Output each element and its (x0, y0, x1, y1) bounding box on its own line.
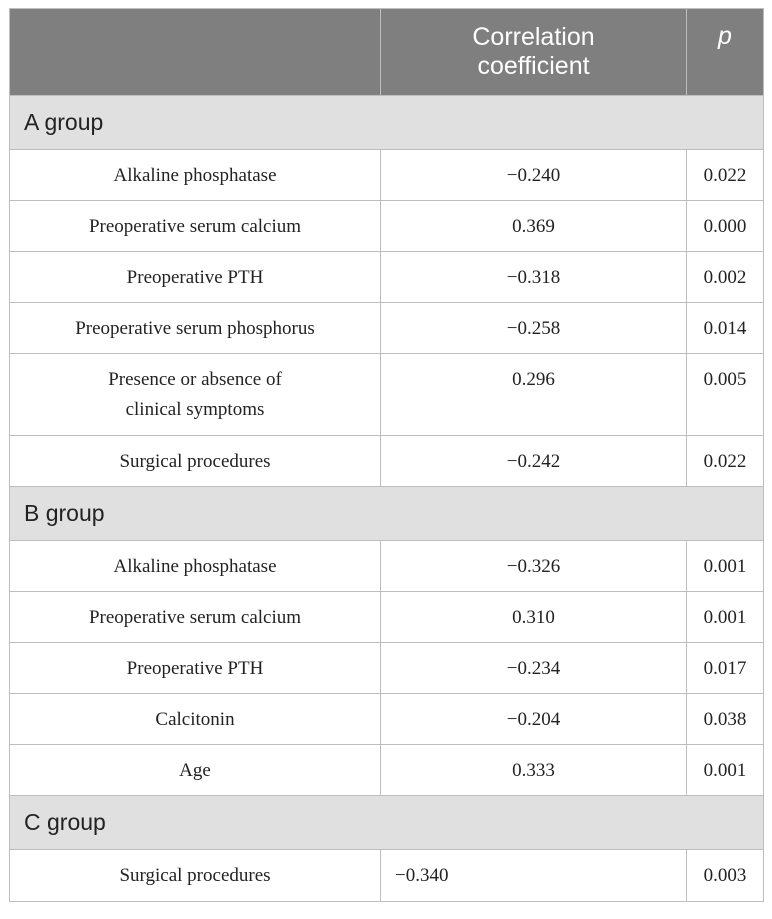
variable-cell: Calcitonin (10, 694, 381, 745)
p-value-cell: 0.022 (687, 436, 764, 487)
p-value-cell: 0.003 (687, 850, 764, 902)
p-value-cell: 0.001 (687, 592, 764, 643)
coefficient-cell: 0.369 (381, 201, 687, 252)
group-label-c: C group (10, 796, 764, 850)
coefficient-cell: 0.333 (381, 745, 687, 796)
variable-cell: Presence or absence of clinical symptoms (10, 354, 381, 436)
coefficient-cell: −0.234 (381, 643, 687, 694)
table-row (10, 354, 764, 436)
group-row-b (10, 487, 764, 541)
correlation-table (9, 8, 764, 902)
header-blank-cell (10, 9, 381, 96)
variable-cell: Preoperative serum calcium (10, 592, 381, 643)
p-value-cell: 0.005 (687, 354, 764, 436)
header-p: p (687, 9, 764, 96)
coefficient-cell: −0.240 (381, 150, 687, 201)
variable-cell: Surgical procedures (10, 850, 381, 902)
table-row (10, 592, 764, 643)
table-row (10, 694, 764, 745)
p-value-cell: 0.017 (687, 643, 764, 694)
variable-cell: Preoperative serum phosphorus (10, 303, 381, 354)
variable-cell: Surgical procedures (10, 436, 381, 487)
coefficient-cell: −0.242 (381, 436, 687, 487)
group-label-a: A group (10, 96, 764, 150)
header-row (10, 9, 764, 96)
coefficient-cell: −0.318 (381, 252, 687, 303)
coefficient-cell: −0.204 (381, 694, 687, 745)
table-row (10, 541, 764, 592)
table-row (10, 643, 764, 694)
coefficient-cell: −0.258 (381, 303, 687, 354)
header-correlation-coefficient: Correlation coefficient (381, 9, 687, 96)
group-row-a (10, 96, 764, 150)
variable-cell: Age (10, 745, 381, 796)
p-value-cell: 0.022 (687, 150, 764, 201)
table-row (10, 252, 764, 303)
table-row (10, 850, 764, 902)
table-row (10, 201, 764, 252)
table-row (10, 150, 764, 201)
variable-cell: Alkaline phosphatase (10, 541, 381, 592)
table-row (10, 303, 764, 354)
variable-cell: Preoperative PTH (10, 252, 381, 303)
p-value-cell: 0.000 (687, 201, 764, 252)
group-label-b: B group (10, 487, 764, 541)
coefficient-cell: −0.340 (381, 850, 687, 902)
p-value-cell: 0.001 (687, 541, 764, 592)
p-value-cell: 0.014 (687, 303, 764, 354)
p-value-cell: 0.038 (687, 694, 764, 745)
variable-cell: Alkaline phosphatase (10, 150, 381, 201)
variable-cell: Preoperative PTH (10, 643, 381, 694)
coefficient-cell: 0.310 (381, 592, 687, 643)
variable-cell: Preoperative serum calcium (10, 201, 381, 252)
table-row (10, 745, 764, 796)
coefficient-cell: 0.296 (381, 354, 687, 436)
p-value-cell: 0.002 (687, 252, 764, 303)
table-row (10, 436, 764, 487)
p-value-cell: 0.001 (687, 745, 764, 796)
coefficient-cell: −0.326 (381, 541, 687, 592)
group-row-c (10, 796, 764, 850)
